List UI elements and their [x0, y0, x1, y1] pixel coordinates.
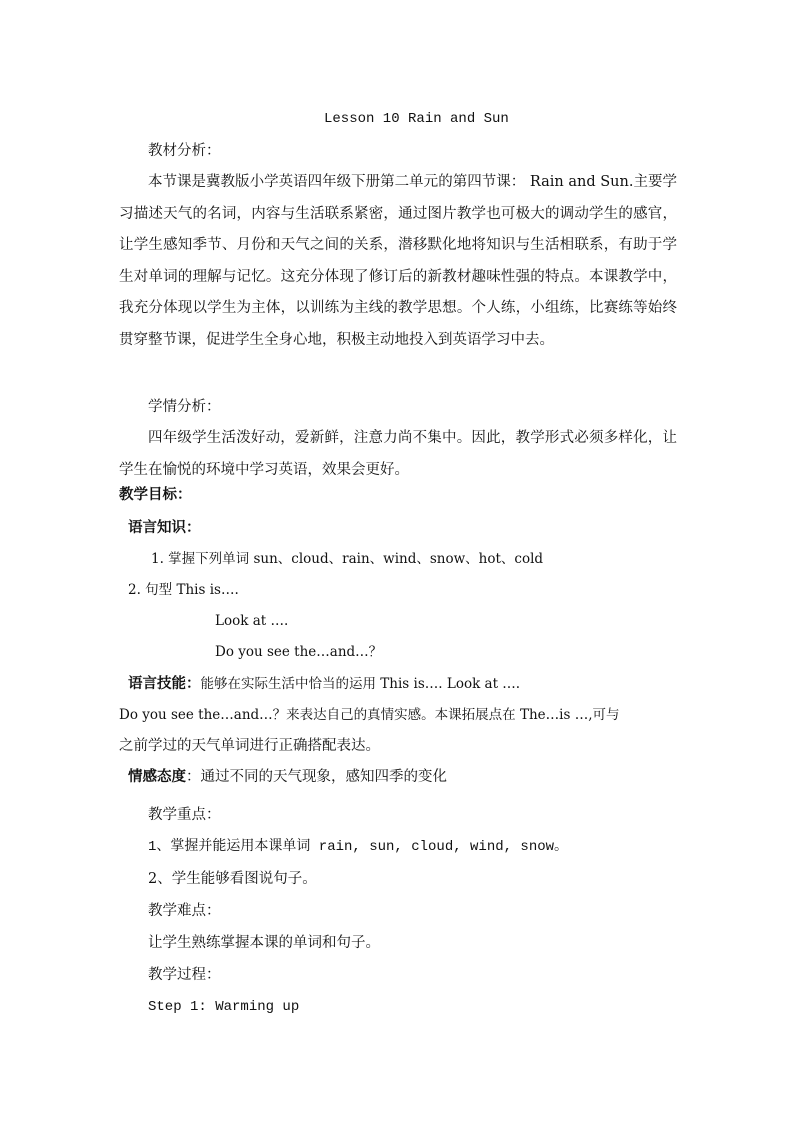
skills-text-1: 能够在实际生活中恰当的运用 This is…. Look at …. — [200, 676, 521, 692]
difficulty-heading: 教学难点： — [148, 903, 221, 919]
attitude-text: ：通过不同的天气现象，感知四季的变化 — [186, 769, 447, 785]
lesson-title: Lesson 10 Rain and Sun — [324, 111, 509, 127]
objectives-heading: 教学目标： — [119, 486, 192, 503]
analysis-paragraph: 本节课是冀教版小学英语四年级下册第二单元的第四节课： Rain and Sun.主要学习描述天气的名词，内容与生活联系紧密，通过图片教学也可极大的调动学生的感官，让学生感知季节、月份和天气之间的关系，潜移默化地将知识与生活相联系，有助于学生对单词的理解与记忆。这充分体现了修订后的新教材趣味性强的特点。本课教学中，我充分体现以学生为主体，以训练为主线的教学思想。个人练，小组练，比赛练等始终贯穿整节课，促进学生全身心地，积极主动地投入到英语学习中去。 — [119, 174, 677, 348]
students-paragraph: 四年级学生活泼好动，爱新鲜，注意力尚不集中。因此，教学形式必须多样化，让学生在愉悦的环境中学习英语，效果会更好。 — [119, 430, 677, 478]
difficulty-text: 让学生熟练掌握本课的单词和句子。 — [148, 935, 380, 951]
attitude-line — [128, 767, 447, 787]
pattern-do-you-see: Do you see the…and…？ — [215, 644, 383, 660]
skills-line-2: Do you see the…and…？来表达自己的真情实感。本课拓展点在 The…is …,可与 — [119, 707, 620, 723]
step-1: Step 1: Warming up — [148, 999, 300, 1015]
attitude-heading: 情感态度 — [128, 768, 186, 785]
pattern-look-at: Look at …. — [215, 613, 289, 629]
analysis-heading: 教材分析： — [148, 143, 221, 159]
students-heading: 学情分析： — [148, 399, 221, 415]
knowledge-item-2: 2. 句型 This is…. — [128, 582, 239, 598]
knowledge-heading: 语言知识： — [128, 519, 201, 536]
keypoint-1: 1、掌握并能运用本课单词 rain, sun, cloud, wind, snow。 — [148, 839, 569, 855]
skills-line-1 — [128, 674, 520, 694]
skills-heading: 语言技能： — [128, 675, 201, 692]
skills-line-3: 之前学过的天气单词进行正确搭配表达。 — [119, 738, 380, 754]
knowledge-item-1: 1. 掌握下列单词 sun、cloud、rain、wind、snow、hot、cold — [151, 551, 544, 567]
keypoints-heading: 教学重点： — [148, 807, 221, 823]
process-heading: 教学过程： — [148, 967, 221, 983]
keypoint-2: 2、学生能够看图说句子。 — [148, 871, 317, 887]
